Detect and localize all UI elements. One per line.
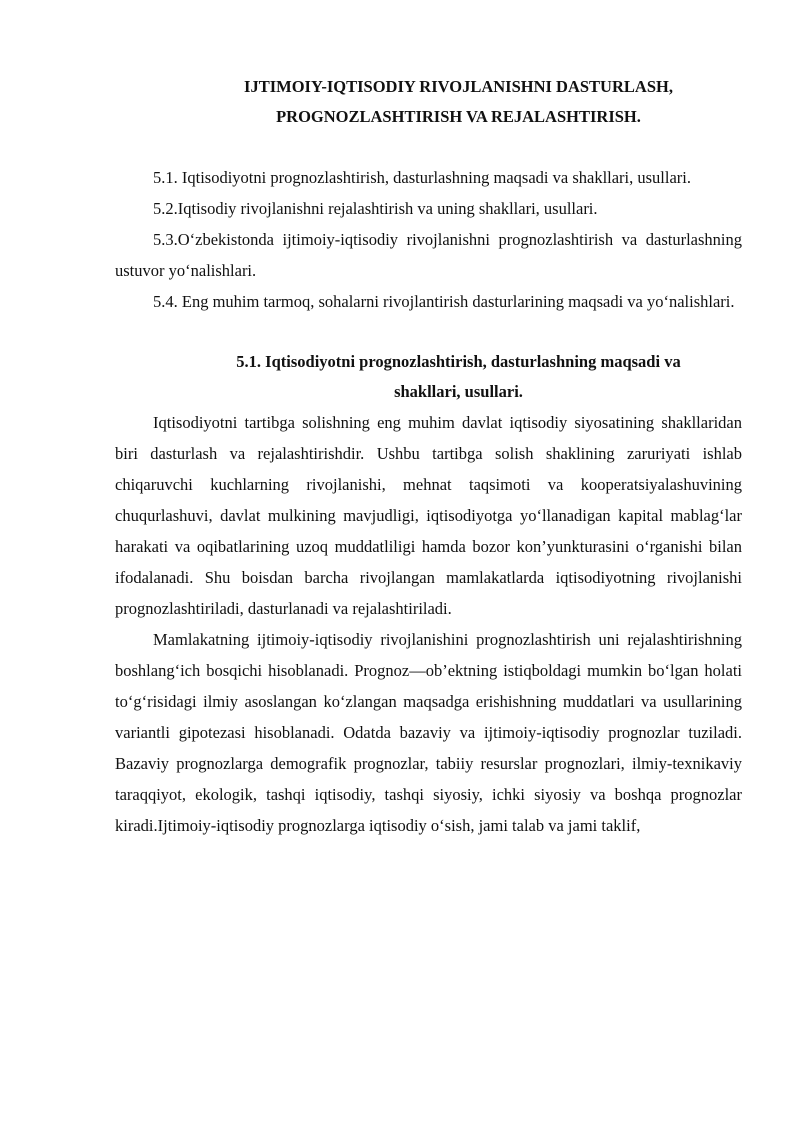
document-title-line-1: IJTIMOIY-IQTISODIY RIVOJLANISHNI DASTURLASH,	[244, 77, 673, 96]
document-page	[115, 72, 742, 841]
section-heading	[115, 347, 742, 407]
toc-item: 5.4. Eng muhim tarmoq, sohalarni rivojlantirish dasturlarining maqsadi va yo‘nalishlari.	[153, 292, 735, 311]
toc-item: 5.2.Iqtisodiy rivojlanishni rejalashtirish va uning shakllari, usullari.	[153, 199, 598, 218]
toc-item: 5.3.O‘zbekistonda ijtimoiy-iqtisodiy rivojlanishni prognozlashtirish va dasturlashning ustuvor yo‘nalishlari.	[115, 230, 742, 280]
section-heading-line-2: shakllari, usullari.	[394, 382, 523, 401]
table-of-contents	[115, 162, 742, 317]
section-heading-line-1: 5.1. Iqtisodiyotni prognozlashtirish, dasturlashning maqsadi va	[236, 352, 681, 371]
document-title	[115, 72, 742, 132]
body-paragraph: Mamlakatning ijtimoiy-iqtisodiy rivojlanishini prognozlashtirish uni rejalashtirishning boshlang‘ich bosqichi hisoblanadi. Prognoz—ob’ektning istiqboldagi mumkin bo‘lgan holati to‘g‘risidagi ilmiy asoslangan ko‘zlangan maqsadga erishishning muddatlari va usullarining variantli gipotezasi hisoblanadi. Odatda bazaviy va ijtimoiy-iqtisodiy prognozlar tuziladi. Bazaviy prognozlarga demografik prognozlar, tabiiy resurslar prognozlari, ilmiy-texnikaviy taraqqiyot, ekologik, tashqi iqtisodiy, tashqi siyosiy, ichki siyosiy va boshqa prognozlar kiradi.Ijtimoiy-iqtisodiy prognozlarga iqtisodiy o‘sish, jami talab va jami taklif,	[115, 630, 742, 835]
body-paragraph: Iqtisodiyotni tartibga solishning eng muhim davlat iqtisodiy siyosatining shakllaridan biri dasturlash va rejalashtirishdir. Ushbu tartibga solish shaklining zaruriyati ishlab chiqaruvchi kuchlarning rivojlanishi, mehnat taqsimoti va kooperatsiyalashuvining chuqurlashuvi, davlat mulkining mavjudligi, iqtisodiyotga yo‘llanadigan kapital mablag‘lar harakati va oqibatlarining uzoq muddatliligi hamda bozor kon’yunkturasini o‘rganishi bilan ifodalanadi. Shu boisdan barcha rivojlangan mamlakatlarda iqtisodiyotning rivojlanishi prognozlashtiriladi, dasturlanadi va rejalashtiriladi.	[115, 413, 742, 618]
document-title-line-2: PROGNOZLASHTIRISH VA REJALASHTIRISH.	[276, 107, 641, 126]
toc-item: 5.1. Iqtisodiyotni prognozlashtirish, dasturlashning maqsadi va shakllari, usullari.	[153, 168, 692, 187]
